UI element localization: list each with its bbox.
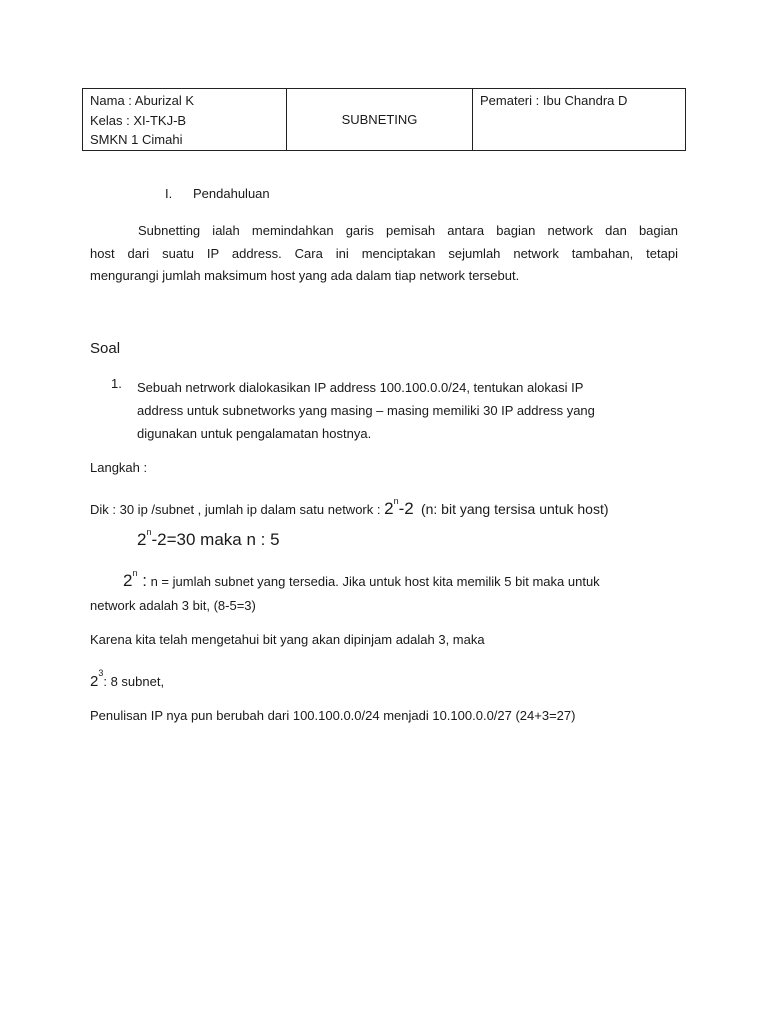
paragraph-line: Subnetting ialah memindahkan garis pemisah antara bagian network dan bagian: [138, 223, 678, 238]
line3-base: 2: [123, 571, 133, 590]
formula: [384, 496, 414, 518]
formula-exponent: n: [393, 496, 399, 506]
line3-text: n = jumlah subnet yang tersedia. Jika untuk host kita memilik 5 bit maka untuk: [150, 574, 600, 589]
question-line: address untuk subnetworks yang masing – masing memiliki 30 IP address yang: [137, 403, 595, 418]
section-heading: [165, 186, 270, 201]
given-note: (n: bit yang tersisa untuk host): [420, 501, 609, 517]
question-line: Sebuah netrwork dialokasikan IP address 100.100.0.0/24, tentukan alokasi IP: [137, 380, 584, 395]
paragraph-line: host dari suatu IP address. Cara ini menciptakan sejumlah network tambahan, tetapi: [90, 245, 678, 261]
header-table: [82, 88, 686, 151]
soal-heading: Soal: [90, 340, 121, 357]
presenter-cell: [473, 89, 686, 151]
document-title: SUBNETING: [287, 89, 473, 151]
eq-base: 2: [137, 530, 147, 549]
formula-base: 2: [384, 499, 394, 518]
karena-line: Karena kita telah mengetahui bit yang akan dipinjam adalah 3, maka: [90, 632, 485, 647]
eq-exponent: n: [146, 527, 152, 537]
line3-colon: :: [142, 571, 147, 590]
subnet-count-line: [90, 668, 164, 690]
subnet-explanation: [90, 568, 600, 591]
section-number: I.: [165, 186, 173, 201]
penulisan-line: Penulisan IP nya pun berubah dari 100.100.0.0/24 menjadi 10.100.0.0/27 (24+3=27): [90, 708, 576, 723]
student-info-cell: [83, 89, 287, 151]
question-text: [137, 376, 595, 445]
line3-formula: [123, 568, 147, 590]
line3-exponent: n: [132, 568, 138, 578]
sub-base: 2: [90, 673, 99, 690]
intro-paragraph: [90, 220, 678, 288]
presenter-name: Pemateri : Ibu Chandra D: [480, 93, 628, 108]
student-class: Kelas : XI-TKJ-B: [90, 112, 187, 128]
langkah-label: Langkah :: [90, 460, 148, 475]
formula-rest: -2: [398, 499, 414, 518]
sub-exponent: 3: [98, 668, 104, 678]
given-prefix: Dik : 30 ip /subnet , jumlah ip dalam satu network :: [90, 502, 381, 517]
question-number: 1.: [111, 376, 122, 391]
section-title: Pendahuluan: [193, 186, 270, 201]
student-name: Nama : Aburizal K: [90, 93, 195, 108]
question-line: digunakan untuk pengalamatan hostnya.: [137, 426, 372, 441]
school-name: SMKN 1 Cimahi: [90, 132, 183, 147]
eq-rest: -2=30 maka n : 5: [151, 530, 280, 549]
given-line: [90, 496, 609, 519]
sub-text: : 8 subnet,: [103, 674, 165, 689]
paragraph-line: mengurangi jumlah maksimum host yang ada dalam tiap network tersebut.: [90, 268, 520, 283]
subnet-explanation-cont: network adalah 3 bit, (8-5=3): [90, 598, 256, 613]
equation-line: [137, 527, 280, 550]
